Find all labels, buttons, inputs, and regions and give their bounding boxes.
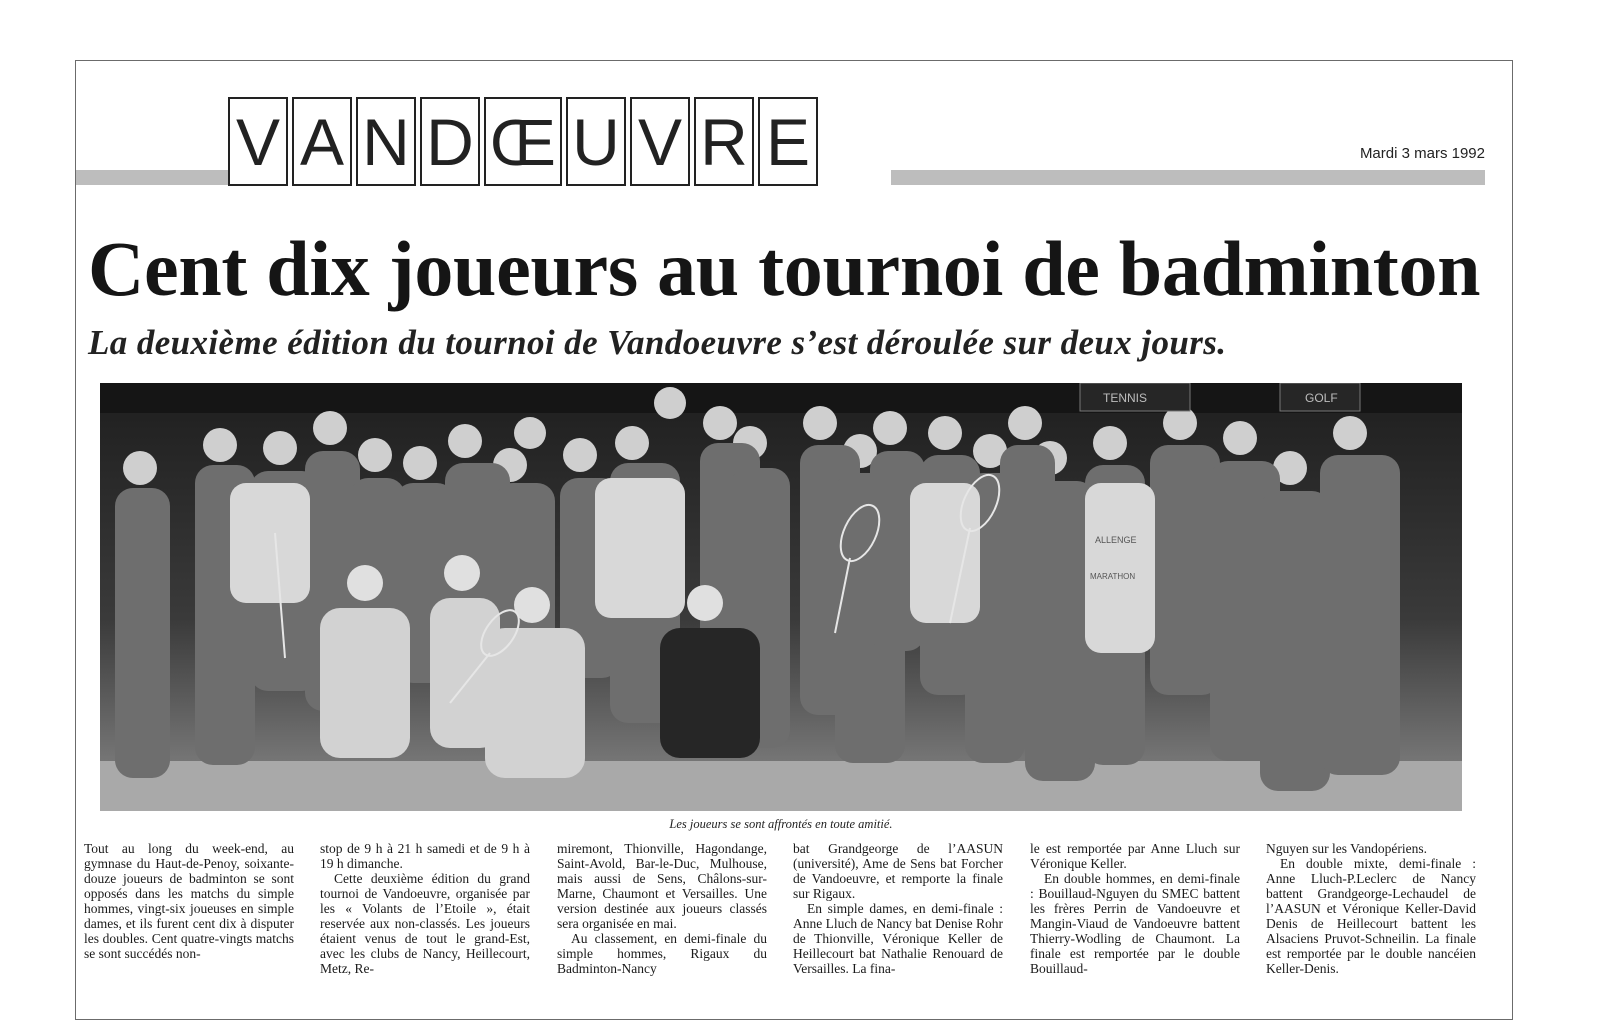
masthead <box>228 97 818 188</box>
paragraph: le est remportée par Anne Lluch sur Véronique Keller. <box>1030 841 1240 871</box>
paragraph: Tout au long du week-end, au gymnase du Haut-de-Penoy, soixante-douze joueurs de badminton se sont opposés dans les matchs du simple hommes, vingt-six joueuses en simple dames, et ils furent cent dix à disputer les doubles. Cent quatre-vingts matchs se sont succédés non- <box>84 841 294 961</box>
group-photo-icon <box>100 383 1462 811</box>
article-column <box>1266 841 1476 976</box>
paragraph: stop de 9 h à 21 h samedi et de 9 h à 19 h dimanche. <box>320 841 530 871</box>
paragraph: En simple dames, en demi-finale : Anne Lluch de Nancy bat Denise Rohr de Thionville, Véronique Keller de Heillecourt bat Nathalie Renouard de Versailles. La fina- <box>793 901 1003 976</box>
masthead-letter: R <box>694 97 754 186</box>
publication-date: Mardi 3 mars 1992 <box>1359 145 1485 162</box>
masthead-letter: U <box>566 97 626 186</box>
article-column <box>84 841 294 961</box>
paragraph: En double mixte, demi-finale : Anne Lluch-P.Leclerc de Nancy battent Grandgeorge-Lechaudel de l’AASUN et Véronique Keller-David Denis de Heillecourt battent les Alsaciens Pruvot-Schneilin. La finale est remportée par le double nancéien Keller-Denis. <box>1266 856 1476 976</box>
rule-bar-left <box>76 170 228 185</box>
rule-bar-right <box>891 170 1485 185</box>
paragraph: miremont, Thionville, Hagondange, Saint-Avold, Bar-le-Duc, Mulhouse, mais aussi de Sens, Châlons-sur-Marne, Chaumont et Versailles. Une version destinée aux joueurs classés sera organisée en mai. <box>557 841 767 931</box>
masthead-letter: Œ <box>484 97 562 186</box>
paragraph: Cette deuxième édition du grand tournoi de Vandoeuvre, organisée par les « Volants de l’Etoile », était reservée aux non-classés. Les joueurs étaient venus de tout le grand-Est, avec les clubs de Nancy, Heillecourt, Metz, Re- <box>320 871 530 976</box>
masthead-letter: V <box>630 97 690 186</box>
shirt-text: MARATHON <box>1090 572 1136 581</box>
paragraph: Nguyen sur les Vandopériens. <box>1266 841 1427 856</box>
shirt-text: ALLENGE <box>1095 535 1137 545</box>
paragraph: bat Grandgeorge de l’AASUN (université), Ame de Sens bat Forcher de Vandoeuvre, et remporte la finale sur Rigaux. <box>793 841 1003 901</box>
photo-caption: Les joueurs se sont affrontés en toute amitié. <box>669 817 893 831</box>
article-column <box>557 841 767 976</box>
headline: Cent dix joueurs au tournoi de badminton <box>88 225 1481 312</box>
sign-tennis: TENNIS <box>1103 391 1148 405</box>
masthead-letter: N <box>356 97 416 186</box>
masthead-letter: V <box>228 97 288 186</box>
paragraph: En double hommes, en demi-finale : Bouillaud-Nguyen du SMEC battent les frères Perrin de Vandoeuvre et Mangin-Viaud de Vandoeuvre battent Thierry-Wodling de Chaumont. La finale est remportée par le double Bouillaud- <box>1030 871 1240 976</box>
subheadline: La deuxième édition du tournoi de Vandoeuvre s’est déroulée sur deux jours. <box>88 323 1227 362</box>
group-photo <box>100 383 1462 811</box>
masthead-letter: E <box>758 97 818 186</box>
masthead-letter: A <box>292 97 352 186</box>
article-column <box>320 841 530 976</box>
article-column <box>793 841 1003 976</box>
sign-golf: GOLF <box>1305 391 1338 405</box>
paragraph: Au classement, en demi-finale du simple hommes, Rigaux du Badminton-Nancy <box>557 931 767 976</box>
masthead-letter: D <box>420 97 480 186</box>
article-column <box>1030 841 1240 976</box>
